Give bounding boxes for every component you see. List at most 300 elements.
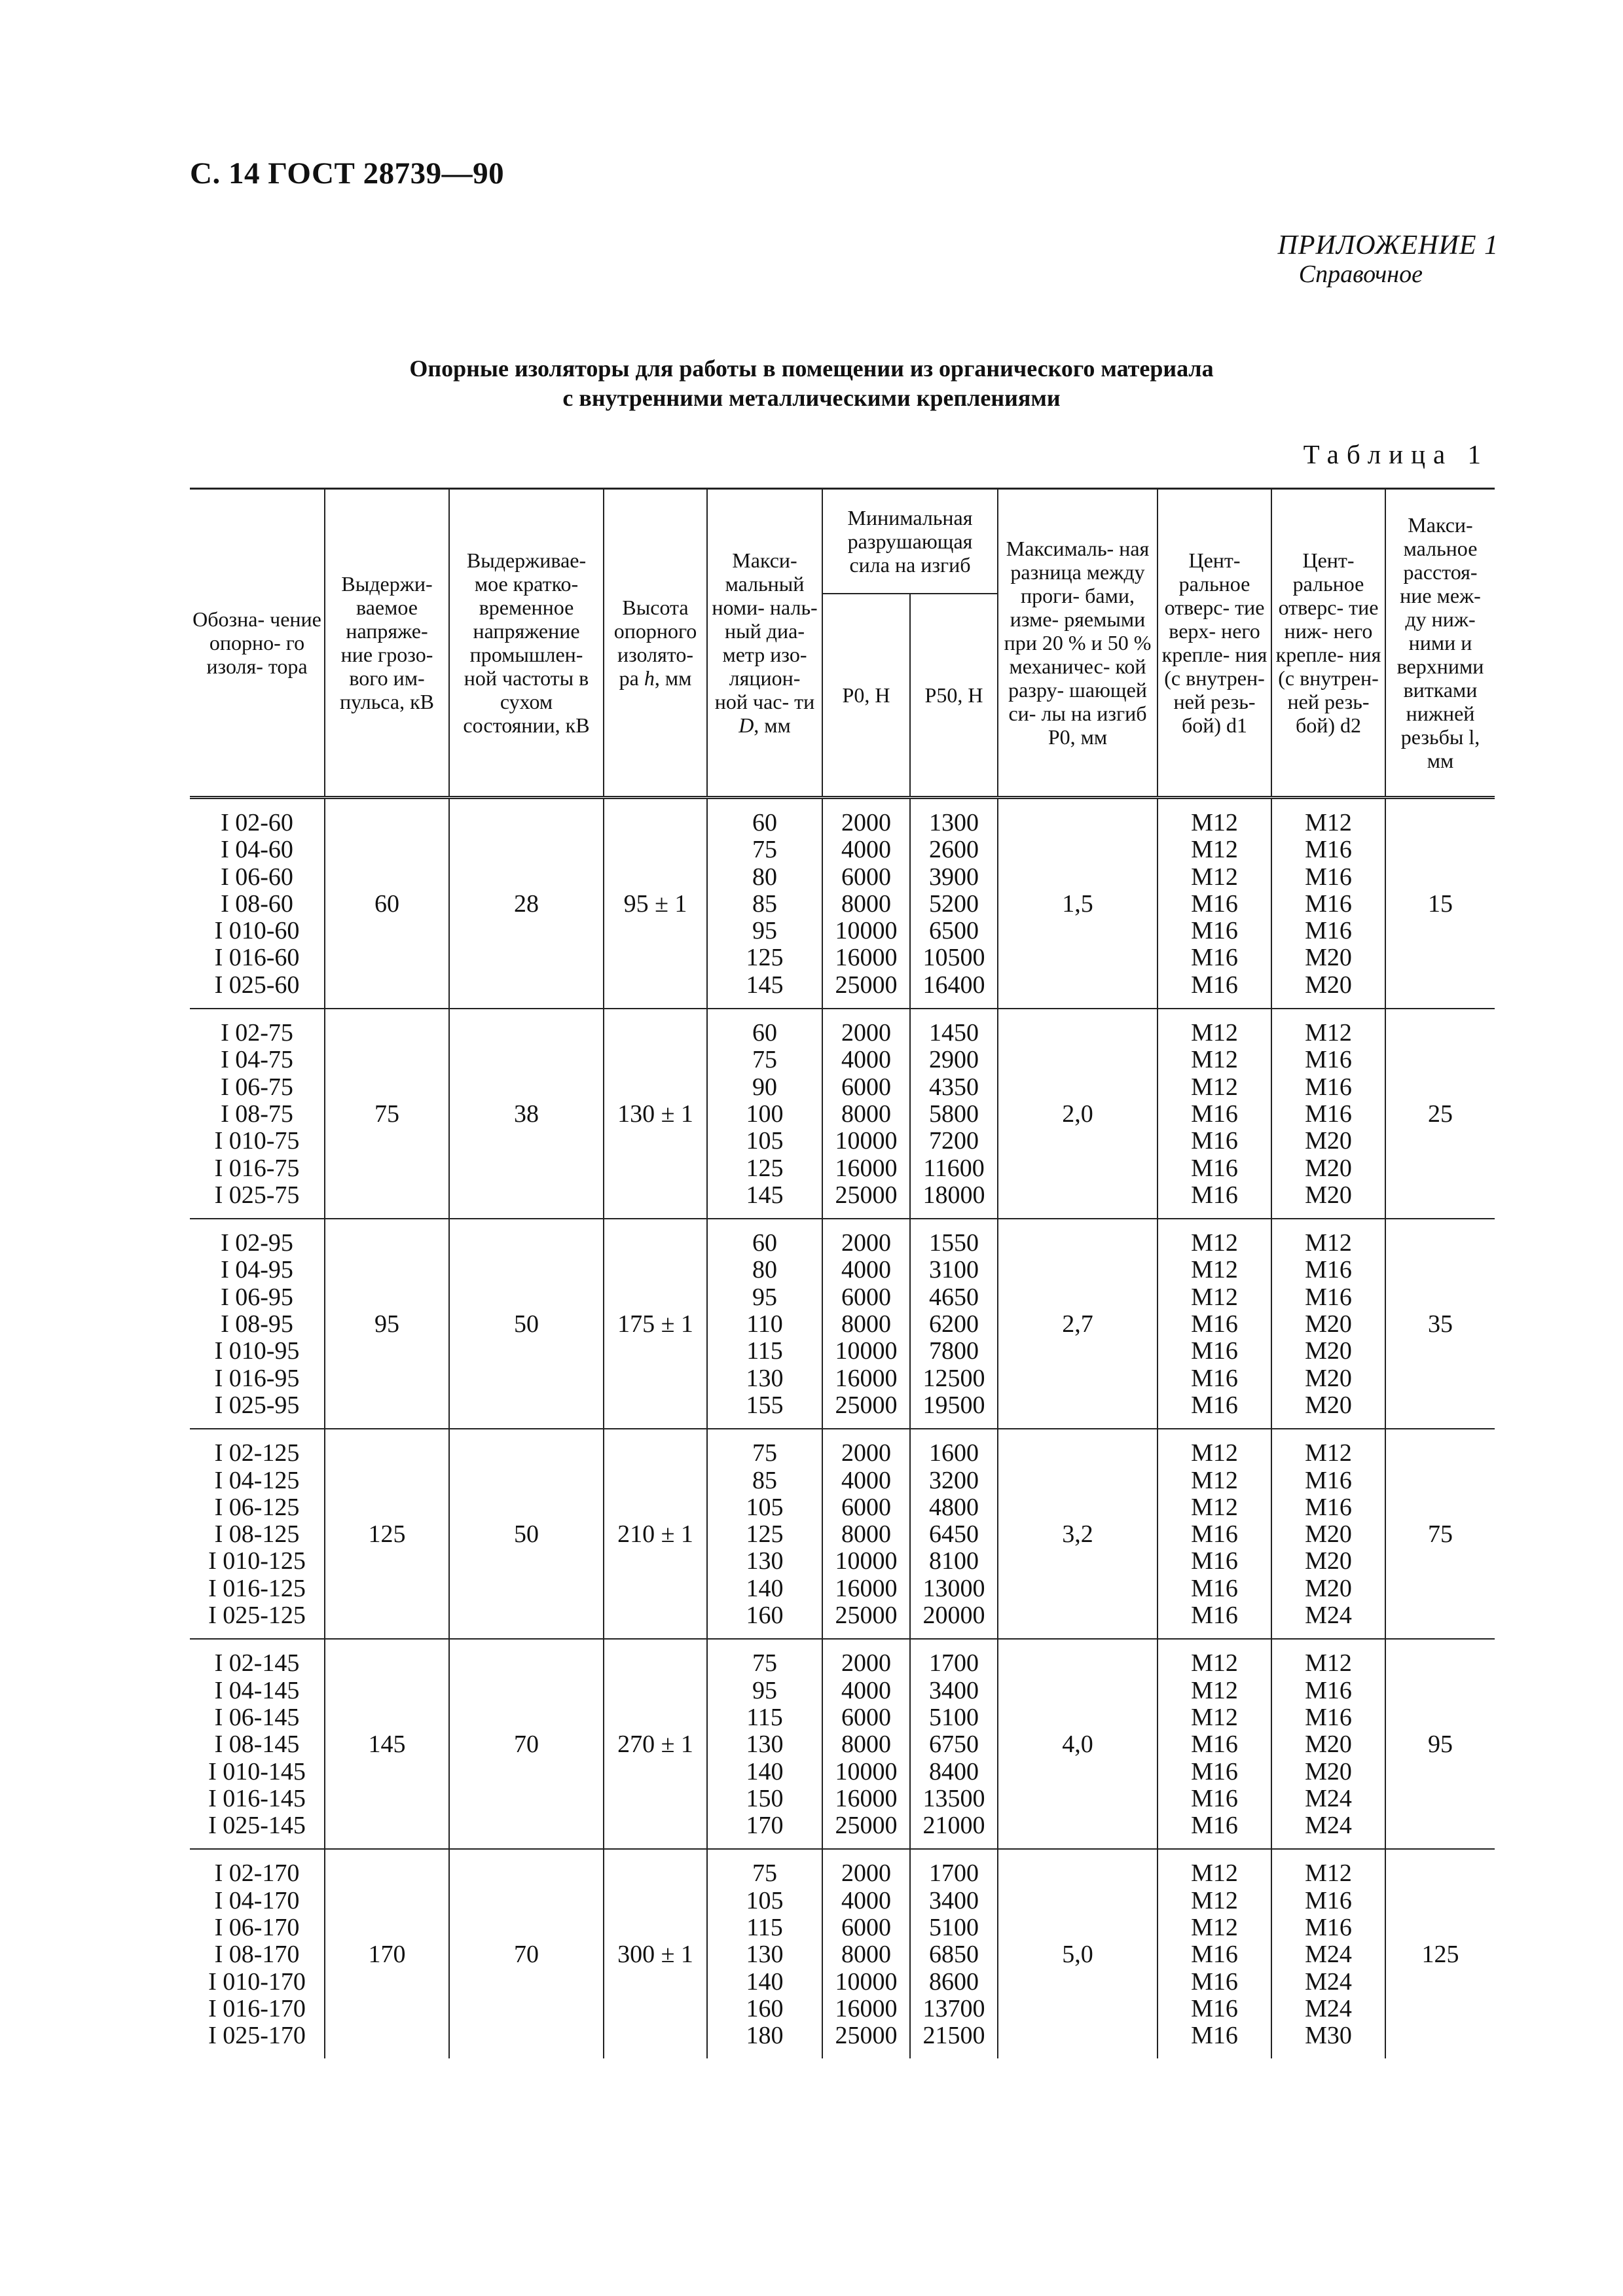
upper-hole-cell-value: M16 bbox=[1191, 917, 1238, 945]
lower-hole-cell-value: M16 bbox=[1305, 1100, 1352, 1128]
p0-cell-value: 2000 bbox=[841, 1229, 891, 1257]
height-cell: 95 ± 1 bbox=[604, 798, 707, 1009]
col-thread-distance: Макси- мальное расстоя- ние меж- ду ниж- ними и верхними витками нижней резьбы l, мм bbox=[1385, 489, 1495, 798]
p50-cell-value: 10500 bbox=[922, 944, 985, 972]
p0-cell bbox=[822, 1429, 910, 1639]
p50-cell bbox=[910, 1219, 998, 1429]
p50-cell-value: 16400 bbox=[922, 971, 985, 999]
diameter-cell-value: 115 bbox=[746, 1913, 783, 1941]
p50-cell bbox=[910, 798, 998, 1009]
diameter-cell-value: 140 bbox=[746, 1574, 784, 1602]
diameter-cell-value: 130 bbox=[746, 1941, 784, 1969]
p50-cell-value: 6200 bbox=[929, 1310, 979, 1338]
thread-distance-cell: 75 bbox=[1385, 1429, 1495, 1639]
designation-cell-value: I 02-60 bbox=[221, 809, 293, 836]
short-term-voltage-cell: 70 bbox=[449, 1849, 604, 2058]
thread-distance-cell: 15 bbox=[1385, 798, 1495, 1009]
p0-cell-value: 25000 bbox=[835, 971, 898, 999]
p50-cell-value: 1600 bbox=[929, 1439, 979, 1467]
p0-cell-value: 2000 bbox=[841, 1649, 891, 1677]
p50-cell-value: 3400 bbox=[929, 1886, 979, 1914]
upper-hole-cell-value: M16 bbox=[1191, 1941, 1238, 1969]
upper-hole-cell-value: M16 bbox=[1191, 1574, 1238, 1602]
upper-hole-cell-value: M12 bbox=[1191, 1493, 1238, 1521]
diameter-cell-value: 155 bbox=[746, 1391, 784, 1419]
designation-cell-value: I 02-170 bbox=[214, 1859, 300, 1888]
lower-hole-cell-value: M20 bbox=[1305, 1310, 1352, 1338]
designation-cell bbox=[190, 798, 325, 1009]
designation-cell-value: I 08-75 bbox=[221, 1100, 293, 1128]
designation-cell bbox=[190, 1639, 325, 1849]
upper-hole-cell-value: M16 bbox=[1191, 1812, 1238, 1840]
upper-hole-cell-value: M12 bbox=[1191, 1439, 1238, 1467]
lower-hole-cell-value: M12 bbox=[1305, 1229, 1352, 1257]
lower-hole-cell-value: M24 bbox=[1305, 1967, 1352, 1996]
upper-hole-cell-value: M16 bbox=[1191, 1391, 1238, 1419]
deflection-cell: 2,7 bbox=[998, 1219, 1158, 1429]
diameter-cell-value: 140 bbox=[746, 1757, 784, 1785]
col-p0: P0, Н bbox=[822, 594, 910, 798]
p0-cell-value: 10000 bbox=[835, 1127, 898, 1155]
p0-cell-value: 8000 bbox=[841, 1310, 891, 1338]
upper-hole-cell-value: M12 bbox=[1191, 1703, 1238, 1731]
col-diameter: Макси- мальный номи- наль- ный диа- метр изо- ляцион- ной час- ти D, мм bbox=[707, 489, 822, 798]
upper-hole-cell-value: M16 bbox=[1191, 2022, 1238, 2050]
p0-cell-value: 4000 bbox=[841, 1046, 891, 1074]
p50-cell-value: 8600 bbox=[929, 1967, 979, 1996]
designation-cell-value: I 010-125 bbox=[208, 1547, 306, 1575]
lower-hole-cell-value: M24 bbox=[1305, 1812, 1352, 1840]
table-row bbox=[190, 1849, 1495, 2058]
height-cell: 175 ± 1 bbox=[604, 1219, 707, 1429]
p0-cell bbox=[822, 1009, 910, 1219]
designation-cell-value: I 016-60 bbox=[214, 944, 300, 972]
upper-hole-cell-value: M12 bbox=[1191, 1649, 1238, 1677]
designation-cell-value: I 08-145 bbox=[214, 1731, 300, 1759]
short-term-voltage-cell: 28 bbox=[449, 798, 604, 1009]
lower-hole-cell-value: M16 bbox=[1305, 1676, 1352, 1704]
lower-hole-cell-value: M24 bbox=[1305, 1994, 1352, 2022]
diameter-cell-value: 125 bbox=[746, 944, 784, 972]
height-cell: 130 ± 1 bbox=[604, 1009, 707, 1219]
thread-distance-cell: 25 bbox=[1385, 1009, 1495, 1219]
p50-cell-value: 1300 bbox=[929, 809, 979, 836]
p0-cell-value: 10000 bbox=[835, 1337, 898, 1365]
designation-cell-value: I 08-125 bbox=[214, 1520, 300, 1549]
diameter-cell-value: 105 bbox=[746, 1886, 784, 1914]
p50-cell-value: 2900 bbox=[929, 1046, 979, 1074]
p0-cell-value: 4000 bbox=[841, 1676, 891, 1704]
designation-cell-value: I 06-75 bbox=[221, 1073, 293, 1101]
p50-cell-value: 4650 bbox=[929, 1283, 979, 1311]
p50-cell-value: 1450 bbox=[929, 1019, 979, 1047]
table-header-row bbox=[190, 489, 1495, 594]
lower-hole-cell-value: M20 bbox=[1305, 1547, 1352, 1575]
p50-cell bbox=[910, 1639, 998, 1849]
deflection-cell: 5,0 bbox=[998, 1849, 1158, 2058]
lower-hole-cell bbox=[1271, 1429, 1385, 1639]
lower-hole-cell-value: M16 bbox=[1305, 863, 1352, 891]
p0-cell-value: 25000 bbox=[835, 1812, 898, 1840]
p50-cell bbox=[910, 1429, 998, 1639]
lower-hole-cell-value: M30 bbox=[1305, 2022, 1352, 2050]
lower-hole-cell-value: M20 bbox=[1305, 1127, 1352, 1155]
p0-cell-value: 6000 bbox=[841, 1913, 891, 1941]
p0-cell bbox=[822, 1639, 910, 1849]
p50-cell-value: 18000 bbox=[922, 1181, 985, 1209]
p0-cell-value: 25000 bbox=[835, 1181, 898, 1209]
diameter-cell-value: 110 bbox=[746, 1310, 783, 1338]
p50-cell-value: 6850 bbox=[929, 1941, 979, 1969]
short-term-voltage-cell: 70 bbox=[449, 1639, 604, 1849]
col-deflection-diff: Максималь- ная разница между проги- бами, изме- ряемыми при 20 % и 50 % механичес- кой разру- шающей си- лы на изгиб P0, мм bbox=[998, 489, 1158, 798]
p0-cell bbox=[822, 1219, 910, 1429]
p50-cell-value: 5100 bbox=[929, 1913, 979, 1941]
designation-cell bbox=[190, 1009, 325, 1219]
lower-hole-cell-value: M20 bbox=[1305, 1520, 1352, 1549]
designation-cell bbox=[190, 1429, 325, 1639]
insulators-table bbox=[190, 488, 1495, 2058]
diameter-cell bbox=[707, 1219, 822, 1429]
p50-cell-value: 19500 bbox=[922, 1391, 985, 1419]
p50-cell-value: 11600 bbox=[923, 1154, 985, 1182]
p0-cell bbox=[822, 798, 910, 1009]
p0-cell-value: 4000 bbox=[841, 836, 891, 864]
impulse-voltage-cell: 95 bbox=[325, 1219, 449, 1429]
p50-cell-value: 1700 bbox=[929, 1859, 979, 1888]
lower-hole-cell-value: M24 bbox=[1305, 1784, 1352, 1812]
table-caption: Таблица 1 bbox=[1303, 439, 1489, 469]
diameter-cell-value: 75 bbox=[752, 1046, 777, 1074]
lower-hole-cell bbox=[1271, 1639, 1385, 1849]
lower-hole-cell-value: M16 bbox=[1305, 889, 1352, 918]
p50-cell-value: 12500 bbox=[922, 1364, 985, 1392]
p50-cell-value: 3100 bbox=[929, 1256, 979, 1284]
p50-cell-value: 1700 bbox=[929, 1649, 979, 1677]
lower-hole-cell-value: M16 bbox=[1305, 1073, 1352, 1101]
p0-cell-value: 4000 bbox=[841, 1256, 891, 1284]
diameter-cell-value: 95 bbox=[752, 1283, 777, 1311]
upper-hole-cell-value: M16 bbox=[1191, 1731, 1238, 1759]
upper-hole-cell-value: M16 bbox=[1191, 1520, 1238, 1549]
lower-hole-cell-value: M20 bbox=[1305, 944, 1352, 972]
upper-hole-cell-value: M12 bbox=[1191, 1676, 1238, 1704]
upper-hole-cell-value: M16 bbox=[1191, 1181, 1238, 1209]
diameter-cell-value: 115 bbox=[746, 1703, 783, 1731]
p0-cell-value: 2000 bbox=[841, 1859, 891, 1888]
designation-cell-value: I 06-145 bbox=[214, 1703, 300, 1731]
lower-hole-cell-value: M16 bbox=[1305, 1466, 1352, 1494]
diameter-cell-value: 145 bbox=[746, 971, 784, 999]
height-cell: 210 ± 1 bbox=[604, 1429, 707, 1639]
lower-hole-cell-value: M12 bbox=[1305, 1019, 1352, 1047]
designation-cell-value: I 06-95 bbox=[221, 1283, 293, 1311]
diameter-cell-value: 95 bbox=[752, 1676, 777, 1704]
upper-hole-cell-value: M12 bbox=[1191, 1073, 1238, 1101]
p0-cell-value: 8000 bbox=[841, 1731, 891, 1759]
diameter-cell-value: 160 bbox=[746, 1994, 784, 2022]
p50-cell-value: 5100 bbox=[929, 1703, 979, 1731]
upper-hole-cell-value: M16 bbox=[1191, 1784, 1238, 1812]
p50-cell bbox=[910, 1009, 998, 1219]
designation-cell-value: I 04-170 bbox=[214, 1886, 300, 1914]
table-row bbox=[190, 798, 1495, 1009]
diameter-cell-value: 75 bbox=[752, 1649, 777, 1677]
designation-cell-value: I 016-125 bbox=[208, 1574, 306, 1602]
p50-cell-value: 8100 bbox=[929, 1547, 979, 1575]
upper-hole-cell bbox=[1158, 1429, 1271, 1639]
col-upper-hole: Цент- ральное отверс- тие верх- него крепле- ния (с внутрен- ней резь- бой) d1 bbox=[1158, 489, 1271, 798]
thread-distance-cell: 125 bbox=[1385, 1849, 1495, 2058]
upper-hole-cell-value: M12 bbox=[1191, 1256, 1238, 1284]
designation-cell-value: I 025-95 bbox=[214, 1391, 300, 1419]
p0-cell-value: 4000 bbox=[841, 1466, 891, 1494]
p0-cell-value: 16000 bbox=[835, 1154, 898, 1182]
diameter-cell-value: 125 bbox=[746, 1520, 784, 1549]
designation-cell-value: I 010-60 bbox=[214, 917, 300, 945]
lower-hole-cell-value: M16 bbox=[1305, 917, 1352, 945]
designation-cell-value: I 010-170 bbox=[208, 1967, 306, 1996]
diameter-cell-value: 140 bbox=[746, 1967, 784, 1996]
diameter-cell-value: 80 bbox=[752, 1256, 777, 1284]
impulse-voltage-cell: 145 bbox=[325, 1639, 449, 1849]
impulse-voltage-cell: 170 bbox=[325, 1849, 449, 2058]
p50-cell-value: 13000 bbox=[922, 1574, 985, 1602]
p0-cell-value: 6000 bbox=[841, 1283, 891, 1311]
p0-cell bbox=[822, 1849, 910, 2058]
upper-hole-cell-value: M16 bbox=[1191, 1310, 1238, 1338]
designation-cell-value: I 025-170 bbox=[208, 2022, 306, 2050]
p50-cell-value: 2600 bbox=[929, 836, 979, 864]
lower-hole-cell-value: M12 bbox=[1305, 1859, 1352, 1888]
upper-hole-cell-value: M12 bbox=[1191, 1859, 1238, 1888]
upper-hole-cell bbox=[1158, 1219, 1271, 1429]
designation-cell-value: I 06-125 bbox=[214, 1493, 300, 1521]
designation-cell-value: I 04-145 bbox=[214, 1676, 300, 1704]
lower-hole-cell-value: M12 bbox=[1305, 809, 1352, 836]
table-row bbox=[190, 1009, 1495, 1219]
designation-cell-value: I 04-75 bbox=[221, 1046, 293, 1074]
lower-hole-cell bbox=[1271, 1849, 1385, 2058]
p0-cell-value: 16000 bbox=[835, 944, 898, 972]
lower-hole-cell-value: M20 bbox=[1305, 1574, 1352, 1602]
upper-hole-cell-value: M16 bbox=[1191, 1757, 1238, 1785]
lower-hole-cell-value: M12 bbox=[1305, 1439, 1352, 1467]
col-breaking-force: Минимальная разрушающая сила на изгиб bbox=[822, 489, 998, 594]
diameter-cell-value: 60 bbox=[752, 809, 777, 836]
p0-cell-value: 6000 bbox=[841, 1073, 891, 1101]
p0-cell-value: 10000 bbox=[835, 917, 898, 945]
p0-cell-value: 6000 bbox=[841, 863, 891, 891]
deflection-cell: 2,0 bbox=[998, 1009, 1158, 1219]
p50-cell-value: 6500 bbox=[929, 917, 979, 945]
designation-cell-value: I 025-60 bbox=[214, 971, 300, 999]
designation-cell bbox=[190, 1219, 325, 1429]
p50-cell-value: 21000 bbox=[922, 1812, 985, 1840]
diameter-cell-value: 75 bbox=[752, 1859, 777, 1888]
p50-cell-value: 6750 bbox=[929, 1731, 979, 1759]
upper-hole-cell-value: M12 bbox=[1191, 1913, 1238, 1941]
diameter-cell bbox=[707, 1429, 822, 1639]
p50-cell-value: 13500 bbox=[922, 1784, 985, 1812]
p0-cell-value: 25000 bbox=[835, 2022, 898, 2050]
designation-cell-value: I 06-170 bbox=[214, 1913, 300, 1941]
p0-cell-value: 8000 bbox=[841, 889, 891, 918]
designation-cell-value: I 016-145 bbox=[208, 1784, 306, 1812]
designation-cell-value: I 010-75 bbox=[214, 1127, 300, 1155]
impulse-voltage-cell: 125 bbox=[325, 1429, 449, 1639]
lower-hole-cell-value: M20 bbox=[1305, 1364, 1352, 1392]
diameter-cell-value: 60 bbox=[752, 1229, 777, 1257]
designation-cell-value: I 08-95 bbox=[221, 1310, 293, 1338]
diameter-cell-value: 125 bbox=[746, 1154, 784, 1182]
p0-cell-value: 25000 bbox=[835, 1391, 898, 1419]
col-lower-hole: Цент- ральное отверс- тие ниж- него крепле- ния (с внутрен- ней резь- бой) d2 bbox=[1271, 489, 1385, 798]
designation-cell-value: I 02-125 bbox=[214, 1439, 300, 1467]
designation-cell-value: I 016-170 bbox=[208, 1994, 306, 2022]
diameter-cell-value: 100 bbox=[746, 1100, 784, 1128]
p50-cell-value: 5800 bbox=[929, 1100, 979, 1128]
col-short-term-voltage: Выдерживае- мое кратко- временное напряжение промышлен- ной частоты в сухом состоянии, кВ bbox=[449, 489, 604, 798]
p0-cell-value: 10000 bbox=[835, 1757, 898, 1785]
diameter-cell-value: 80 bbox=[752, 863, 777, 891]
diameter-cell-value: 145 bbox=[746, 1181, 784, 1209]
p0-cell-value: 2000 bbox=[841, 809, 891, 836]
lower-hole-cell-value: M20 bbox=[1305, 971, 1352, 999]
p0-cell-value: 16000 bbox=[835, 1574, 898, 1602]
designation-cell-value: I 010-95 bbox=[214, 1337, 300, 1365]
designation-cell-value: I 016-75 bbox=[214, 1154, 300, 1182]
designation-cell-value: I 016-95 bbox=[214, 1364, 300, 1392]
designation-cell-value: I 010-145 bbox=[208, 1757, 306, 1785]
diameter-cell-value: 150 bbox=[746, 1784, 784, 1812]
p0-cell-value: 10000 bbox=[835, 1967, 898, 1996]
p50-cell-value: 1550 bbox=[929, 1229, 979, 1257]
upper-hole-cell-value: M12 bbox=[1191, 1886, 1238, 1914]
p50-cell-value: 8400 bbox=[929, 1757, 979, 1785]
upper-hole-cell-value: M16 bbox=[1191, 1602, 1238, 1630]
designation-cell-value: I 04-95 bbox=[221, 1256, 293, 1284]
table-row bbox=[190, 1219, 1495, 1429]
page-header: С. 14 ГОСТ 28739—90 bbox=[190, 156, 505, 190]
diameter-cell-value: 75 bbox=[752, 1439, 777, 1467]
lower-hole-cell-value: M16 bbox=[1305, 1256, 1352, 1284]
upper-hole-cell-value: M12 bbox=[1191, 1229, 1238, 1257]
p0-cell-value: 16000 bbox=[835, 1784, 898, 1812]
upper-hole-cell-value: M12 bbox=[1191, 1283, 1238, 1311]
p50-cell-value: 3200 bbox=[929, 1466, 979, 1494]
designation-cell-value: I 08-60 bbox=[221, 889, 293, 918]
upper-hole-cell bbox=[1158, 1639, 1271, 1849]
diameter-cell bbox=[707, 1639, 822, 1849]
upper-hole-cell-value: M12 bbox=[1191, 1019, 1238, 1047]
designation-cell-value: I 02-145 bbox=[214, 1649, 300, 1677]
col-p50: P50, Н bbox=[910, 594, 998, 798]
designation-cell-value: I 04-125 bbox=[214, 1466, 300, 1494]
upper-hole-cell-value: M12 bbox=[1191, 863, 1238, 891]
deflection-cell: 3,2 bbox=[998, 1429, 1158, 1639]
appendix-type: Справочное bbox=[1298, 260, 1423, 288]
col-height: Высота опорного изолято- ра h, мм bbox=[604, 489, 707, 798]
p0-cell-value: 16000 bbox=[835, 1994, 898, 2022]
lower-hole-cell-value: M16 bbox=[1305, 1886, 1352, 1914]
diameter-cell-value: 115 bbox=[746, 1337, 783, 1365]
designation-cell-value: I 025-145 bbox=[208, 1812, 306, 1840]
document-title bbox=[0, 354, 1623, 413]
diameter-cell-value: 60 bbox=[752, 1019, 777, 1047]
thread-distance-cell: 35 bbox=[1385, 1219, 1495, 1429]
designation-cell-value: I 025-75 bbox=[214, 1181, 300, 1209]
designation-cell-value: I 08-170 bbox=[214, 1941, 300, 1969]
p50-cell-value: 7200 bbox=[929, 1127, 979, 1155]
upper-hole-cell-value: M16 bbox=[1191, 889, 1238, 918]
upper-hole-cell-value: M16 bbox=[1191, 1547, 1238, 1575]
upper-hole-cell-value: M16 bbox=[1191, 1967, 1238, 1996]
diameter-cell bbox=[707, 1849, 822, 2058]
diameter-cell bbox=[707, 798, 822, 1009]
p0-cell-value: 4000 bbox=[841, 1886, 891, 1914]
p0-cell-value: 2000 bbox=[841, 1019, 891, 1047]
upper-hole-cell-value: M12 bbox=[1191, 836, 1238, 864]
lower-hole-cell-value: M20 bbox=[1305, 1337, 1352, 1365]
deflection-cell: 4,0 bbox=[998, 1639, 1158, 1849]
diameter-cell-value: 85 bbox=[752, 1466, 777, 1494]
diameter-cell-value: 105 bbox=[746, 1127, 784, 1155]
lower-hole-cell-value: M24 bbox=[1305, 1602, 1352, 1630]
p50-cell-value: 13700 bbox=[922, 1994, 985, 2022]
diameter-cell-value: 90 bbox=[752, 1073, 777, 1101]
upper-hole-cell-value: M16 bbox=[1191, 1994, 1238, 2022]
p0-cell-value: 8000 bbox=[841, 1520, 891, 1549]
lower-hole-cell-value: M20 bbox=[1305, 1181, 1352, 1209]
impulse-voltage-cell: 75 bbox=[325, 1009, 449, 1219]
p0-cell-value: 6000 bbox=[841, 1703, 891, 1731]
lower-hole-cell-value: M16 bbox=[1305, 1913, 1352, 1941]
impulse-voltage-cell: 60 bbox=[325, 798, 449, 1009]
lower-hole-cell-value: M24 bbox=[1305, 1941, 1352, 1969]
designation-cell-value: I 025-125 bbox=[208, 1602, 306, 1630]
lower-hole-cell-value: M16 bbox=[1305, 1493, 1352, 1521]
appendix-block bbox=[1278, 231, 1499, 289]
short-term-voltage-cell: 50 bbox=[449, 1429, 604, 1639]
p0-cell-value: 6000 bbox=[841, 1493, 891, 1521]
col-impulse-voltage: Выдержи- ваемое напряже- ние грозо- вого им- пульса, кВ bbox=[325, 489, 449, 798]
diameter-cell-value: 85 bbox=[752, 889, 777, 918]
p50-cell-value: 5200 bbox=[929, 889, 979, 918]
designation-cell-value: I 02-95 bbox=[221, 1229, 293, 1257]
diameter-cell-value: 75 bbox=[752, 836, 777, 864]
upper-hole-cell-value: M12 bbox=[1191, 1046, 1238, 1074]
designation-cell-value: I 02-75 bbox=[221, 1019, 293, 1047]
document-title-line-1: Опорные изоляторы для работы в помещении из органического материала bbox=[409, 355, 1214, 382]
upper-hole-cell-value: M12 bbox=[1191, 1466, 1238, 1494]
diameter-cell-value: 130 bbox=[746, 1364, 784, 1392]
diameter-cell-value: 170 bbox=[746, 1812, 784, 1840]
upper-hole-cell-value: M16 bbox=[1191, 971, 1238, 999]
short-term-voltage-cell: 38 bbox=[449, 1009, 604, 1219]
p0-cell-value: 2000 bbox=[841, 1439, 891, 1467]
col-designation: Обозна- чение опорно- го изоля- тора bbox=[190, 489, 325, 798]
lower-hole-cell-value: M20 bbox=[1305, 1391, 1352, 1419]
p0-cell-value: 8000 bbox=[841, 1941, 891, 1969]
p50-cell-value: 4800 bbox=[929, 1493, 979, 1521]
height-cell: 300 ± 1 bbox=[604, 1849, 707, 2058]
diameter-cell-value: 130 bbox=[746, 1731, 784, 1759]
upper-hole-cell bbox=[1158, 1009, 1271, 1219]
lower-hole-cell-value: M16 bbox=[1305, 1046, 1352, 1074]
upper-hole-cell-value: M16 bbox=[1191, 1364, 1238, 1392]
p50-cell-value: 4350 bbox=[929, 1073, 979, 1101]
